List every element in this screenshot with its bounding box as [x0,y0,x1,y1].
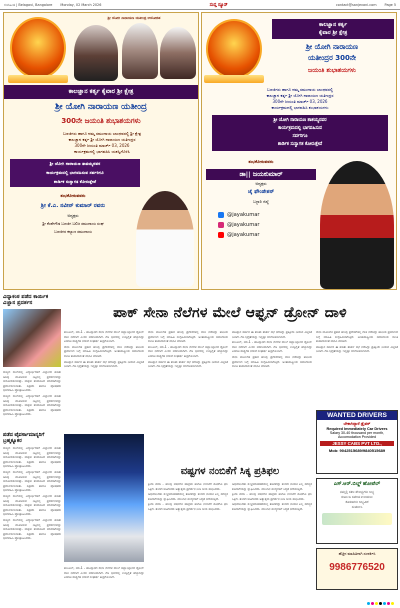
drivers-line-3: Accomodation Provided [338,435,376,439]
ad-top-line: ಶ್ರೀ ಯೋಗಿ ನಾರಾಯಣ ಯತೀಂದ್ರ ಆಯೋಜಿತ [107,16,161,20]
portrait-right-wisher [320,161,394,289]
story-main-col-1: ಕಾಬೂಲ್, ಮಾ.1 - ಪಾಕಿಸ್ತಾನದ ಸೇನಾ ನೆಲೆಗಳ ಮೇಲೆ ಆಫ್ಘಾನಿಸ್ತಾನದ ಡ್ರೋನ್ ದಾಳಿ ನಡೆದಿದೆ ಎಂದು ವರದಿಯಾಗಿದೆ. ಗಡಿ ಭಾಗದಲ್ಲಿ ಉದ್ವಿಗ್ನತೆ ಹೆಚ್ಚಾಗಿದ್ದು ಎರಡೂ ರಾಷ್ಟ್ರಗಳ ನಡುವೆ ಸಂಘರ್ಷ ತೀವ್ರಗೊಂಡಿದೆ. ಸೇನಾ ಮೂಲಗಳ ಪ್ರಕಾರ ಹಲವು ಪ್ರದೇಶಗಳಲ್ಲಿ ದಾಳಿ ನಡೆದಿದ್ದು ಹಾನಿಯ ಪ್ರಮಾಣದ ಬಗ್ಗೆ ಮಾಹಿತಿ ಸಂಗ್ರಹಿಸಲಾಗುತ್ತಿದೆ. ಅಂತಾರಾಷ್ಟ್ರೀಯ ಸಮುದಾಯ ಶಾಂತಿ ಕಾಪಾಡುವಂತೆ ಮನವಿ ಮಾಡಿದೆ. ಪಾಕಿಸ್ತಾನ ಸರ್ಕಾರ ಈ ಕುರಿತು ತುರ್ತು ಸಭೆ ನಡೆಸಿದ್ದು ಪ್ರತಿಕ್ರಿಯೆ ನೀಡುವ ಎಚ್ಚರಿಕೆ ನೀಡಿದೆ. ಗಡಿ ಭದ್ರತೆಯನ್ನು ಇನ್ನಷ್ಟು ಬಿಗಿಗೊಳಿಸಲಾಗಿದೆ. [64,330,144,369]
deity-image-right [206,19,262,79]
date-label: Monday, 02 March 2026 [60,2,102,7]
secondary-headline: ವಷ್ಟಗಳ ನಂಬಿಕೆಗೆ ಸಿಕ್ಕ ಪ್ರತಿಫಲ [180,466,280,477]
facebook-icon [218,212,224,218]
story-left-body: ರಾಜ್ಯದ ಶಾಲೆಯಲ್ಲಿ ವಿದ್ಯಾರ್ಥಿಗಳಿಗೆ ವಿಜ್ಞಾನದ ಕುರಿತು ಅರಿವು ಮೂಡಿಸುವ ನಿಟ್ಟಿನಲ್ಲಿ ಪ್ರದರ್ಶನವನ್ನು ಆಯೋಜಿಸಲಾಗಿತ್ತು. ಮಕ್ಕಳು ತಯಾರಿಸಿದ ಮಾದರಿಗಳನ್ನು ಪ್ರದರ್ಶಿಸಲಾಯಿತು. ಶಿಕ್ಷಕರು ಹಾಗೂ ಪೋಷಕರು ಭಾಗವಹಿಸಿ ಪ್ರೋತ್ಸಾಹಿಸಿದರು. ರಾಜ್ಯದ ಶಾಲೆಯಲ್ಲಿ ವಿದ್ಯಾರ್ಥಿಗಳಿಗೆ ವಿಜ್ಞಾನದ ಕುರಿತು ಅರಿವು ಮೂಡಿಸುವ ನಿಟ್ಟಿನಲ್ಲಿ ಪ್ರದರ್ಶನವನ್ನು ಆಯೋಜಿಸಲಾಗಿತ್ತು. ಮಕ್ಕಳು ತಯಾರಿಸಿದ ಮಾದರಿಗಳನ್ನು ಪ್ರದರ್ಶಿಸಲಾಯಿತು. ಶಿಕ್ಷಕರು ಹಾಗೂ ಪೋಷಕರು ಭಾಗವಹಿಸಿ ಪ್ರೋತ್ಸಾಹಿಸಿದರು. [3,370,61,417]
ad-right-band-1: ಕಾಲಜ್ಞಾನ ಕರ್ತೃ ಕೈವಾರ ಶ್ರೀ ಕ್ಷೇತ್ರ [272,19,394,39]
story-second-col-2: ಅಭಿಮಾನಿಗಳು ಸಂಭ್ರಮಾಚರಣೆಯಲ್ಲಿ ತೊಡಗಿದ್ದು ತಂಡದ ನಾಯಕ ಎಲ್ಲ ಸದಸ್ಯರ ಕೊಡುಗೆಯನ್ನು ಶ್ಲಾಘಿಸಿದರು. ಮುಂದಿನ ಪಂದ್ಯಗಳಿಗೆ ಸಿದ್ಧತೆ ನಡೆಯುತ್ತಿದೆ. ಕ್ರೀಡಾ ವರದಿ - ಹಲವು ವರ್ಷಗಳ ಪರಿಶ್ರಮ ಹಾಗೂ ನಂಬಿಕೆಗೆ ಕೊನೆಗೂ ಫಲ ಸಿಕ್ಕಿದೆ. ತಂಡದ ಆಟಗಾರರು ಅತ್ಯುತ್ತಮ ಪ್ರದರ್ಶನ ನೀಡಿ ಜಯ ಸಾಧಿಸಿದರು. ಅಭಿಮಾನಿಗಳು ಸಂಭ್ರಮಾಚರಣೆಯಲ್ಲಿ ತೊಡಗಿದ್ದು ತಂಡದ ನಾಯಕ ಎಲ್ಲ ಸದಸ್ಯರ ಕೊಡುಗೆಯನ್ನು ಶ್ಲಾಘಿಸಿದರು. ಮುಂದಿನ ಪಂದ್ಯಗಳಿಗೆ ಸಿದ್ಧತೆ ನಡೆಯುತ್ತಿದೆ. [232,482,312,511]
main-headline: ಪಾಕ್ ಸೇನಾ ನೆಲೆಗಳ ಮೇಲೆ ಆಫ್ಘನ್ ಡ್ರೋನ್ ದಾಳಿ [113,305,347,321]
ad-right-wishers-label: ಶುಭಕೋರುವವರು [248,159,274,164]
wisher-place: ಬಣಜಿಗರ ಕಲ್ಯಾಣ ಸಮುದಾಯ [54,229,92,234]
drivers-line-1: Required Immediately Car Drivers [326,427,388,431]
ad-right-anniversary: ಜಯಂತಿ ಶುಭಾಶಯಗಳು [308,67,356,74]
section-label: ರಂಗಹಿಂಡ | Belagavi, Bangalore [4,2,53,7]
ad-title: ಶ್ರೀ ಯೋಗಿ ನಾರಾಯಣ ಯತೀಂದ್ರ [55,102,147,112]
advertisement-left [3,12,199,290]
ad-right-wisher-name: ಡಾ|| ಜಯಕುಮಾರ್ [206,169,316,180]
story-left-headline-2: ಪಡೆದ ಟೈವರ್ಸಾಮಾನ್ಯರಿಗೆ ಬ್ರಹ್ಮಕ್ಯೂಕರ [3,432,45,445]
hotel-image [322,513,392,525]
photo-cricketer [64,434,144,562]
ad-invite-text: ಬಣಜಿಗರು ಹಾಗೂ ನಮ್ಮ ಸಮುದಾಯ ಬಾಂಧವರಲ್ಲಿ ಶ್ರೀ ಕ್ಷೇತ್ರ ಕಾಲಜ್ಞಾನ ಕರ್ತೃ ಶ್ರೀ ಯೋಗಿ ನಾರಾಯಣ ಯತೀಂದ್ರರ 300ನೇ ಜಯಂತಿ ಮಾರ್ಚ್ 03, 2026 ಕಾರ್ಯಕ್ರಮದಲ್ಲಿ ಭಾಗವಹಿಸಿ ಯಶಸ್ವಿಗೊಳಿಸಿ [62,131,142,154]
story-main-col-1b: ಕಾಬೂಲ್, ಮಾ.1 - ಪಾಕಿಸ್ತಾನದ ಸೇನಾ ನೆಲೆಗಳ ಮೇಲೆ ಆಫ್ಘಾನಿಸ್ತಾನದ ಡ್ರೋನ್ ದಾಳಿ ನಡೆದಿದೆ ಎಂದು ವರದಿಯಾಗಿದೆ. ಗಡಿ ಭಾಗದಲ್ಲಿ ಉದ್ವಿಗ್ನತೆ ಹೆಚ್ಚಾಗಿದ್ದು ಎರಡೂ ರಾಷ್ಟ್ರಗಳ ನಡುವೆ ಸಂಘರ್ಷ ತೀವ್ರಗೊಂಡಿದೆ. [64,566,144,580]
photo-science-exhibition [3,309,61,367]
portrait-left-1 [74,25,118,81]
contact-label: ಹೆಚ್ಚಿನ ಮಾಹಿತಿಗಾಗಿ ಸಂಪರ್ಕಿಸಿ [338,552,376,556]
social-facebook[interactable]: @jayakumar [218,212,260,218]
story-main-col-2: ಸೇನಾ ಮೂಲಗಳ ಪ್ರಕಾರ ಹಲವು ಪ್ರದೇಶಗಳಲ್ಲಿ ದಾಳಿ ನಡೆದಿದ್ದು ಹಾನಿಯ ಪ್ರಮಾಣದ ಬಗ್ಗೆ ಮಾಹಿತಿ ಸಂಗ್ರಹಿಸಲಾಗುತ್ತಿದೆ. ಅಂತಾರಾಷ್ಟ್ರೀಯ ಸಮುದಾಯ ಶಾಂತಿ ಕಾಪಾಡುವಂತೆ ಮನವಿ ಮಾಡಿದೆ. ಕಾಬೂಲ್, ಮಾ.1 - ಪಾಕಿಸ್ತಾನದ ಸೇನಾ ನೆಲೆಗಳ ಮೇಲೆ ಆಫ್ಘಾನಿಸ್ತಾನದ ಡ್ರೋನ್ ದಾಳಿ ನಡೆದಿದೆ ಎಂದು ವರದಿಯಾಗಿದೆ. ಗಡಿ ಭಾಗದಲ್ಲಿ ಉದ್ವಿಗ್ನತೆ ಹೆಚ್ಚಾಗಿದ್ದು ಎರಡೂ ರಾಷ್ಟ್ರಗಳ ನಡುವೆ ಸಂಘರ್ಷ ತೀವ್ರಗೊಂಡಿದೆ. ಪಾಕಿಸ್ತಾನ ಸರ್ಕಾರ ಈ ಕುರಿತು ತುರ್ತು ಸಭೆ ನಡೆಸಿದ್ದು ಪ್ರತಿಕ್ರಿಯೆ ನೀಡುವ ಎಚ್ಚರಿಕೆ ನೀಡಿದೆ. ಗಡಿ ಭದ್ರತೆಯನ್ನು ಇನ್ನಷ್ಟು ಬಿಗಿಗೊಳಿಸಲಾಗಿದೆ. [148,330,228,369]
page-number: Page 5 [384,2,396,7]
story-main-col-3: ಪಾಕಿಸ್ತಾನ ಸರ್ಕಾರ ಈ ಕುರಿತು ತುರ್ತು ಸಭೆ ನಡೆಸಿದ್ದು ಪ್ರತಿಕ್ರಿಯೆ ನೀಡುವ ಎಚ್ಚರಿಕೆ ನೀಡಿದೆ. ಗಡಿ ಭದ್ರತೆಯನ್ನು ಇನ್ನಷ್ಟು ಬಿಗಿಗೊಳಿಸಲಾಗಿದೆ. ಕಾಬೂಲ್, ಮಾ.1 - ಪಾಕಿಸ್ತಾನದ ಸೇನಾ ನೆಲೆಗಳ ಮೇಲೆ ಆಫ್ಘಾನಿಸ್ತಾನದ ಡ್ರೋನ್ ದಾಳಿ ನಡೆದಿದೆ ಎಂದು ವರದಿಯಾಗಿದೆ. ಗಡಿ ಭಾಗದಲ್ಲಿ ಉದ್ವಿಗ್ನತೆ ಹೆಚ್ಚಾಗಿದ್ದು ಎರಡೂ ರಾಷ್ಟ್ರಗಳ ನಡುವೆ ಸಂಘರ್ಷ ತೀವ್ರಗೊಂಡಿದೆ. ಸೇನಾ ಮೂಲಗಳ ಪ್ರಕಾರ ಹಲವು ಪ್ರದೇಶಗಳಲ್ಲಿ ದಾಳಿ ನಡೆದಿದ್ದು ಹಾನಿಯ ಪ್ರಮಾಣದ ಬಗ್ಗೆ ಮಾಹಿತಿ ಸಂಗ್ರಹಿಸಲಾಗುತ್ತಿದೆ. ಅಂತಾರಾಷ್ಟ್ರೀಯ ಸಮುದಾಯ ಶಾಂತಿ ಕಾಪಾಡುವಂತೆ ಮನವಿ ಮಾಡಿದೆ. [232,330,312,369]
ad-right-title2: ಯತೀಂದ್ರರ 300ನೇ [307,54,357,62]
youtube-icon [218,232,224,238]
drivers-line-2: Salary 30-40 thousand per month, [329,431,385,435]
ad-right-wisher-role: ಅಧ್ಯಕ್ಷರು [255,181,267,186]
drivers-subtitle: ಬೇಕಾಗಿದ್ದಾರೆ ಡ್ರೈವರ್ [343,421,371,426]
print-color-bar [367,602,394,605]
newspaper-logo: ಸಂಸ್ತ ನ್ಯೂಸ್ [209,2,228,8]
ad-right-band-2: ಶ್ರೀ ಯೋಗಿ ನಾರಾಯಣ ತಾತಯ್ಯನವರ ಕಾರ್ಯಕ್ರಮದಲ್ಲಿ ಭಾಗವಹಿಸುವ ಸರ್ವರಿಗೂ ಶಾರ್ಡಿಕ ಸುಸ್ವಾಗತ ಕೋರುತ್ತೇವೆ [212,115,388,151]
social-instagram[interactable]: @jayakumar [218,222,260,228]
deity-pedestal [8,75,68,83]
story-main-col-4: ಸೇನಾ ಮೂಲಗಳ ಪ್ರಕಾರ ಹಲವು ಪ್ರದೇಶಗಳಲ್ಲಿ ದಾಳಿ ನಡೆದಿದ್ದು ಹಾನಿಯ ಪ್ರಮಾಣದ ಬಗ್ಗೆ ಮಾಹಿತಿ ಸಂಗ್ರಹಿಸಲಾಗುತ್ತಿದೆ. ಅಂತಾರಾಷ್ಟ್ರೀಯ ಸಮುದಾಯ ಶಾಂತಿ ಕಾಪಾಡುವಂತೆ ಮನವಿ ಮಾಡಿದೆ. ಪಾಕಿಸ್ತಾನ ಸರ್ಕಾರ ಈ ಕುರಿತು ತುರ್ತು ಸಭೆ ನಡೆಸಿದ್ದು ಪ್ರತಿಕ್ರಿಯೆ ನೀಡುವ ಎಚ್ಚರಿಕೆ ನೀಡಿದೆ. ಗಡಿ ಭದ್ರತೆಯನ್ನು ಇನ್ನಷ್ಟು ಬಿಗಿಗೊಳಿಸಲಾಗಿದೆ. [316,330,398,354]
instagram-icon [218,222,224,228]
hotel-details: ನಮ್ಮಲ್ಲಿ ಸಕಲ ಸೌಲಭ್ಯಗಳು ಲಭ್ಯ ಕುಟುಂಬ ಸಮೇತ ಉಳಿಯಲು ಕೊಠಡಿಗಳು ಲಭ್ಯವಿದೆ ಸಂಪರ್ಕಿಸಿ [339,490,375,509]
classified-hotel [316,478,398,544]
ad-right-wisher-place: ಬಳ್ಳಾರಿ ಜಿಲ್ಲೆ [253,199,269,204]
ad-band-2: ಶ್ರೀ ಯೋಗಿ ನಾರಾಯಣ ತಾತಯ್ಯನವರ ಕಾರ್ಯಕ್ರಮದಲ್ಲಿ ಭಾಗವಹಿಸುವ ಸರ್ವರಿಗೂ ಶಾರ್ಡಿಕ ಸುಸ್ವಾಗತ ಕೋರುತ್ತೇವೆ [10,159,140,187]
ad-anniversary: 300ನೇ ಜಯಂತಿ ಶುಭಾಶಯಗಳು [61,117,141,125]
deity-pedestal-right [204,75,264,83]
classified-contact [316,548,398,590]
ad-right-wisher-org: ಜೈ ಫೌಂಡೇಶನ್ [247,189,275,195]
drivers-company: JESSY CABS PVT LTD., [320,441,394,446]
wisher-role: ಅಧ್ಯಕ್ಷರು [67,213,79,218]
hotel-title: ಎಸ್.ಆರ್.ಬಿಲ್ಡ್ ಹೋಟೆಲ್ [333,481,381,487]
portrait-left-2 [122,23,158,79]
drivers-phone[interactable]: Mob: 9042515689/9840515689 [328,448,386,453]
email-label: contact@sanjevani.com [335,2,377,7]
story-second-col-1: ಕ್ರೀಡಾ ವರದಿ - ಹಲವು ವರ್ಷಗಳ ಪರಿಶ್ರಮ ಹಾಗೂ ನಂಬಿಕೆಗೆ ಕೊನೆಗೂ ಫಲ ಸಿಕ್ಕಿದೆ. ತಂಡದ ಆಟಗಾರರು ಅತ್ಯುತ್ತಮ ಪ್ರದರ್ಶನ ನೀಡಿ ಜಯ ಸಾಧಿಸಿದರು. ಅಭಿಮಾನಿಗಳು ಸಂಭ್ರಮಾಚರಣೆಯಲ್ಲಿ ತೊಡಗಿದ್ದು ತಂಡದ ನಾಯಕ ಎಲ್ಲ ಸದಸ್ಯರ ಕೊಡುಗೆಯನ್ನು ಶ್ಲಾಘಿಸಿದರು. ಮುಂದಿನ ಪಂದ್ಯಗಳಿಗೆ ಸಿದ್ಧತೆ ನಡೆಯುತ್ತಿದೆ. ಕ್ರೀಡಾ ವರದಿ - ಹಲವು ವರ್ಷಗಳ ಪರಿಶ್ರಮ ಹಾಗೂ ನಂಬಿಕೆಗೆ ಕೊನೆಗೂ ಫಲ ಸಿಕ್ಕಿದೆ. ತಂಡದ ಆಟಗಾರರು ಅತ್ಯುತ್ತಮ ಪ್ರದರ್ಶನ ನೀಡಿ ಜಯ ಸಾಧಿಸಿದರು. [148,482,228,511]
ad-band-1: ಕಾಲಜ್ಞಾನ ಕರ್ತೃ ಕೈವಾರ ಶ್ರೀ ಕ್ಷೇತ್ರ [4,85,198,99]
ad-right-invite-text: ಬಣಜಿಗರು ಹಾಗೂ ನಮ್ಮ ಸಮುದಾಯ ಬಾಂಧವರಲ್ಲಿ ಕಾಲಜ್ಞಾನ ಕರ್ತೃ ಶ್ರೀ ಯೋಗಿ ನಾರಾಯಣ ಯತೀಂದ್ರರ 300ನೇ ಜಯಂತಿ ಮಾರ್ಚ್ 03, 2026 ಕಾರ್ಯಕ್ರಮದಲ್ಲಿ ಭಾಗವಹಿಸಿ ಶುಭಾಶಯಗಳು [266,87,334,110]
classified-wanted-drivers [316,410,398,474]
page-header [0,0,400,10]
ad-right-title: ಶ್ರೀ ಯೋಗಿ ನಾರಾಯಣ [306,43,358,51]
contact-phone[interactable]: 9986776520 [329,562,385,573]
wisher-org: ಶ್ರೀ ಕೆಂಪೇಗೌಡ ಬಣಜಿಗ ಬಲಿಜ ಸಮುದಾಯ ಸಂಘ [42,221,104,226]
social-youtube[interactable]: @jayakumar [218,232,260,238]
story-left-headline: ವಿದ್ಯಾಕಂಠ ಪಡೆದ ಕಾರ್ಯಿಕ ವಿಜ್ಞಾನ ಪ್ರದರ್ಶನ [3,294,49,307]
portrait-wisher [136,191,194,287]
wisher-name: ಶ್ರೀ ಕೆ.ಎ. ನವೀನ್ ಕುಮಾರ್ ರವರು [40,203,106,209]
portrait-left-3 [160,27,196,79]
story-left-body-2: ರಾಜ್ಯದ ಶಾಲೆಯಲ್ಲಿ ವಿದ್ಯಾರ್ಥಿಗಳಿಗೆ ವಿಜ್ಞಾನದ ಕುರಿತು ಅರಿವು ಮೂಡಿಸುವ ನಿಟ್ಟಿನಲ್ಲಿ ಪ್ರದರ್ಶನವನ್ನು ಆಯೋಜಿಸಲಾಗಿತ್ತು. ಮಕ್ಕಳು ತಯಾರಿಸಿದ ಮಾದರಿಗಳನ್ನು ಪ್ರದರ್ಶಿಸಲಾಯಿತು. ಶಿಕ್ಷಕರು ಹಾಗೂ ಪೋಷಕರು ಭಾಗವಹಿಸಿ ಪ್ರೋತ್ಸಾಹಿಸಿದರು. ರಾಜ್ಯದ ಶಾಲೆಯಲ್ಲಿ ವಿದ್ಯಾರ್ಥಿಗಳಿಗೆ ವಿಜ್ಞಾನದ ಕುರಿತು ಅರಿವು ಮೂಡಿಸುವ ನಿಟ್ಟಿನಲ್ಲಿ ಪ್ರದರ್ಶನವನ್ನು ಆಯೋಜಿಸಲಾಗಿತ್ತು. ಮಕ್ಕಳು ತಯಾರಿಸಿದ ಮಾದರಿಗಳನ್ನು ಪ್ರದರ್ಶಿಸಲಾಯಿತು. ಶಿಕ್ಷಕರು ಹಾಗೂ ಪೋಷಕರು ಭಾಗವಹಿಸಿ ಪ್ರೋತ್ಸಾಹಿಸಿದರು. ರಾಜ್ಯದ ಶಾಲೆಯಲ್ಲಿ ವಿದ್ಯಾರ್ಥಿಗಳಿಗೆ ವಿಜ್ಞಾನದ ಕುರಿತು ಅರಿವು ಮೂಡಿಸುವ ನಿಟ್ಟಿನಲ್ಲಿ ಪ್ರದರ್ಶನವನ್ನು ಆಯೋಜಿಸಲಾಗಿತ್ತು. ಮಕ್ಕಳು ತಯಾರಿಸಿದ ಮಾದರಿಗಳನ್ನು ಪ್ರದರ್ಶಿಸಲಾಯಿತು. ಶಿಕ್ಷಕರು ಹಾಗೂ ಪೋಷಕರು ಭಾಗವಹಿಸಿ ಪ್ರೋತ್ಸಾಹಿಸಿದರು. ರಾಜ್ಯದ ಶಾಲೆಯಲ್ಲಿ ವಿದ್ಯಾರ್ಥಿಗಳಿಗೆ ವಿಜ್ಞಾನದ ಕುರಿತು ಅರಿವು ಮೂಡಿಸುವ ನಿಟ್ಟಿನಲ್ಲಿ ಪ್ರದರ್ಶನವನ್ನು ಆಯೋಜಿಸಲಾಗಿತ್ತು. ಮಕ್ಕಳು ತಯಾರಿಸಿದ ಮಾದರಿಗಳನ್ನು ಪ್ರದರ್ಶಿಸಲಾಯಿತು. ಶಿಕ್ಷಕರು ಹಾಗೂ ಪೋಷಕರು ಭಾಗವಹಿಸಿ ಪ್ರೋತ್ಸಾಹಿಸಿದರು. [3,446,61,541]
wishers-label: ಶುಭಕೋರುವವರು [60,193,86,198]
advertisement-right [201,12,397,290]
drivers-title: WANTED DRIVERS [317,411,397,420]
deity-image [10,17,66,79]
